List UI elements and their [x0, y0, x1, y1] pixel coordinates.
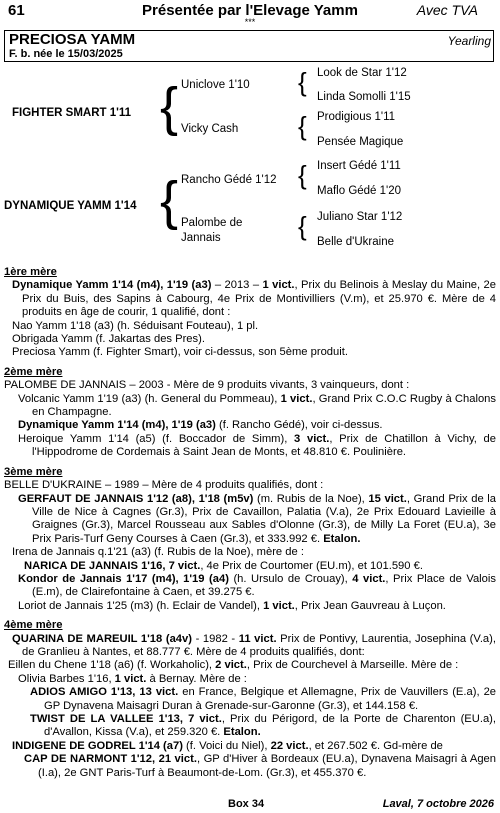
sale-date: Laval, 7 octobre 2026 [382, 798, 494, 810]
heading-m4: 4ème mère [4, 619, 63, 632]
ss-dam: Linda Somolli 1'15 [317, 91, 411, 103]
m4-summary: QUARINA DE MAREUIL 1'18 (a4v) - 1982 - 11 vict. Prix de Pontivy, Laurentia, Josephina (V.a), de Granlieu à Nantes, et 88.777 €. Mère de 4 produits qualifiés, dont: [12, 632, 496, 658]
horse-box [4, 30, 494, 62]
m4-ggchild-1: ADIOS AMIGO 1'13, 13 vict. en France, Belgique et Allemagne, Prix de Vauvillers (E.a), 2e GP Dynavena Maisagri Duran à Grenade-sur-Garonne (Gr.3), et 144.158 €. [30, 686, 497, 712]
m3-intro: BELLE D'UKRAINE – 1989 – Mère de 4 produits qualifiés, dont : [4, 479, 324, 492]
horse-info: F. b. née le 15/03/2025 [9, 48, 123, 60]
m2-intro: PALOMBE DE JANNAIS – 2003 - Mère de 9 produits vivants, 3 vainqueurs, dont : [4, 379, 410, 392]
dam-dam-line2: Jannais [181, 232, 221, 244]
dd-sire: Juliano Star 1'12 [317, 211, 403, 223]
m3-child-3: Kondor de Jannais 1'17 (m4), 1'19 (a4) (h. Ursulo de Crouay), 4 vict., Prix Place de Valois (E.m), de Clairefontaine à Caen, et 39.275 €. [18, 572, 496, 599]
m1-produce-3: Preciosa Yamm (f. Fighter Smart), voir ci-dessus, son 5ème produit. [12, 346, 348, 359]
dam-dam-line1: Palombe de [181, 217, 243, 229]
heading-m3: 3ème mère [4, 465, 63, 478]
m3-grandchild: NARICA DE JANNAIS 1'16, 7 vict., 4e Prix de Courtomer (EU.m), et 101.590 €. [24, 559, 423, 572]
m1-produce-2: Obrigada Yamm (f. Jakartas des Pres). [12, 333, 205, 346]
tax-note: Avec TVA [416, 2, 478, 18]
ds-sire: Insert Gédé 1'11 [317, 160, 401, 172]
ds-dam: Maflo Gédé 1'20 [317, 185, 402, 197]
stars: *** [244, 17, 256, 27]
brace-icon: { [160, 77, 179, 137]
sd-dam: Pensée Magique [317, 136, 404, 148]
horse-category: Yearling [447, 34, 491, 48]
heading-m1: 1ère mère [4, 266, 57, 278]
m3-child-1: GERFAUT DE JANNAIS 1'12 (a8), 1'18 (m5v) (m. Rubis de la Noe), 15 vict., Grand Prix de la Ville de Nice à Cagnes (Gr.3), Prix de Cavaillon, Palatia (V.a), 2e Prix Edouard Lavieille à Graignes (Gr.3), Marcel Rousseau aux Sables d'Olonne (Gr.3), de Milly La Foret (EU.a), 3e Prix Paris-Turf Geny Courses à Caen (Gr.3), et 333.992 €. Etalon. [18, 492, 497, 545]
horse-name: PRECIOSA YAMM [9, 31, 136, 48]
brace-icon: { [160, 171, 179, 231]
box-number: Box 34 [228, 798, 265, 810]
m4-grandchild-2: CAP DE NARMONT 1'12, 21 vict., GP d'Hiver à Bordeaux (EU.a), Dynavena Maisagri à Agen (I.a), 2e GNT Paris-Turf à Beaumont-de-Lom. (Gr.3), et 455.370 €. [24, 753, 496, 779]
dam-sire: Rancho Gédé 1'12 [181, 174, 277, 186]
m2-child-1: Volcanic Yamm 1'19 (a3) (h. General du Pommeau), 1 vict., Grand Prix C.O.C Rugby à Chalons en Champagne. [18, 392, 496, 419]
brace-icon: { [298, 211, 307, 241]
m4-ggchild-2: TWIST DE LA VALLEE 1'13, 7 vict., Prix du Périgord, de la Porte de Charenton (EU.a), d'Avallon, Kissa (V.a), et 259.320 €. Etalon. [30, 713, 496, 739]
consignor-title: Présentée par l'Elevage Yamm [142, 2, 358, 19]
m4-child-1: Eillen du Chene 1'18 (a6) (f. Workaholic), 2 vict., Prix de Courchevel à Marseille. Mère de : [8, 659, 459, 672]
m3-child-4: Loriot de Jannais 1'25 (m3) (h. Eclair de Vandel), 1 vict., Prix Jean Gauvreau à Luçon. [18, 599, 446, 612]
lot-number: 61 [8, 2, 25, 19]
brace-icon: { [298, 160, 307, 190]
m1-summary: Dynamique Yamm 1'14 (m4), 1'19 (a3) – 2013 – 1 vict., Prix du Belinois à Meslay du Maine, 2e Prix du Buis, des Sapins à Cabourg, 4e Prix de Montivilliers (V.m), et 25.970 €. Mère de 4 produits en âge de courir, 1 qualifié, dont : [12, 279, 496, 319]
dd-dam: Belle d'Ukraine [317, 236, 394, 248]
ss-sire: Look de Star 1'12 [317, 67, 407, 79]
maternal-line [4, 266, 496, 780]
heading-m2: 2ème mère [4, 365, 63, 378]
sire-sire: Uniclove 1'10 [181, 79, 250, 91]
dam: DYNAMIQUE YAMM 1'14 [4, 200, 137, 212]
m2-child-2: Dynamique Yamm 1'14 (m4), 1'19 (a3) (f. Rancho Gédé), voir ci-dessus. [18, 419, 383, 432]
m4-child-2: INDIGENE DE GODREL 1'14 (a7) (f. Voici du Niel), 22 vict., et 267.502 €. Gd-mère de [12, 739, 443, 752]
brace-icon: { [298, 111, 307, 141]
m1-produce-1: Nao Yamm 1'18 (a3) (h. Séduisant Fouteau), 1 pl. [12, 319, 259, 332]
brace-icon: { [298, 67, 307, 97]
sd-sire: Prodigious 1'11 [317, 111, 396, 123]
sire: FIGHTER SMART 1'11 [12, 107, 132, 119]
m2-child-3: Heroique Yamm 1'14 (a5) (f. Boccador de Simm), 3 vict., Prix de Chatillon à Vichy, de l'Hippodrome de Cordemais à Saint Jean de Monts, et 48.810 €. Poulinière. [18, 432, 496, 459]
m4-grandchild: Olivia Barbes 1'16, 1 vict. à Bernay. Mère de : [18, 672, 247, 685]
m3-child-2: Irena de Jannais q.1'21 (a3) (f. Rubis de la Noe), mère de : [12, 546, 304, 559]
sire-dam: Vicky Cash [181, 123, 239, 135]
